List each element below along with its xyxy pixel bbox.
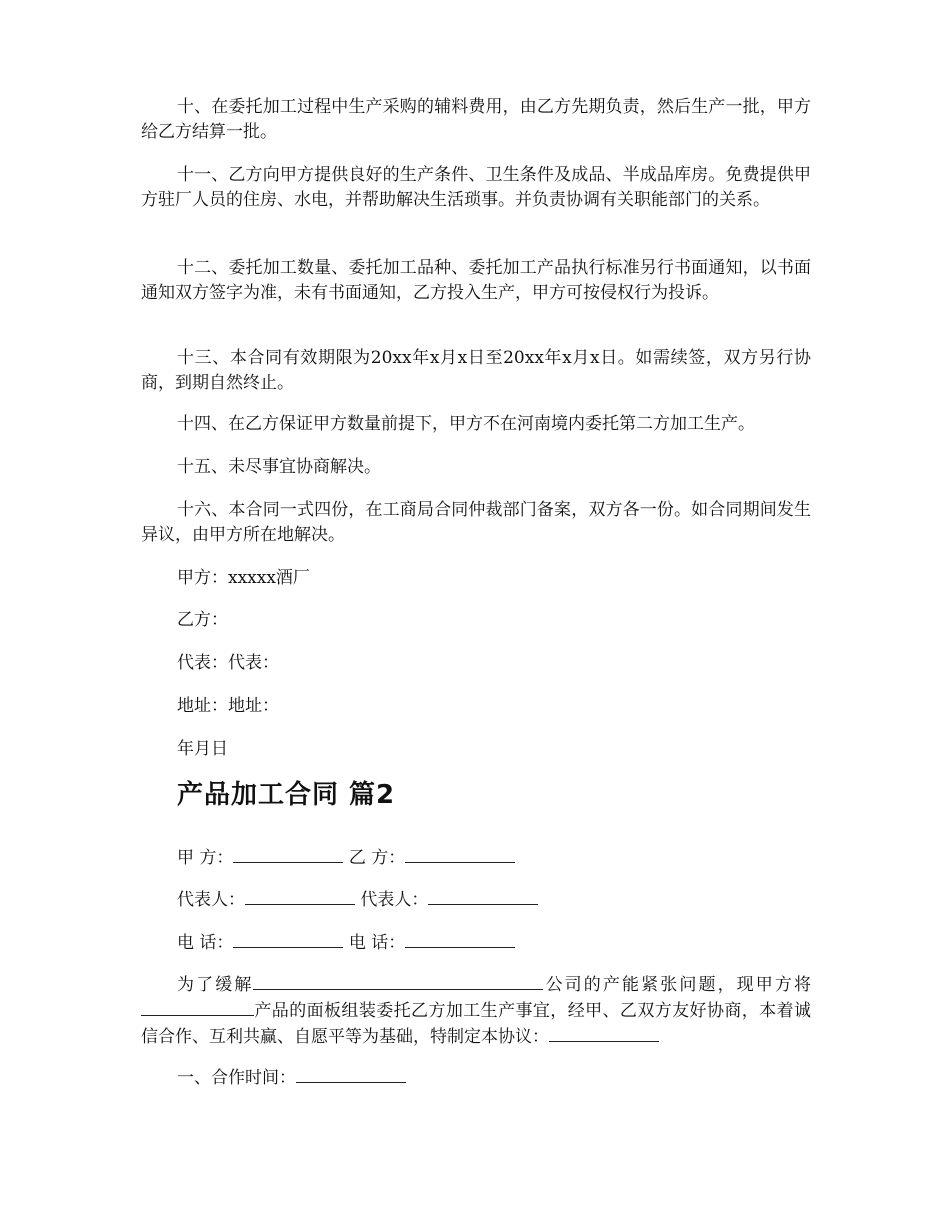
clause-15: 十五、未尽事宜协商解决。	[177, 457, 381, 477]
item-1-blank	[296, 1065, 406, 1083]
parties-row	[177, 845, 515, 871]
clause-14: 十四、在乙方保证甲方数量前提下，甲方不在河南境内委托第二方加工生产。	[177, 414, 755, 434]
party-a-blank	[233, 845, 343, 863]
party-a-label: 甲 方：	[177, 848, 234, 868]
phones-row	[177, 930, 515, 956]
representative-line: 代表：代表：	[177, 653, 279, 673]
intro-text-2: 公司的产能紧张问题，现甲方将	[543, 975, 812, 995]
rep-a-label: 代表人：	[177, 890, 245, 910]
section-title: 产品加工合同 篇2	[177, 780, 396, 810]
tel-a-label: 电 话：	[177, 933, 234, 953]
item-1-row	[177, 1065, 406, 1091]
date-line: 年月日	[177, 739, 228, 759]
product-blank	[141, 998, 254, 1016]
company-blank	[253, 972, 543, 990]
clause-10: 十、在委托加工过程中生产采购的辅料费用，由乙方先期负责，然后生产一批，甲方给乙方结算一批。	[141, 97, 811, 142]
rep-a-blank	[245, 887, 355, 905]
representatives-row	[177, 887, 538, 913]
party-b-signature: 乙方：	[177, 610, 228, 630]
tel-a-blank	[233, 930, 343, 948]
clause-16: 十六、本合同一式四份，在工商局合同仲裁部门备案，双方各一份。如合同期间发生异议，由甲方所在地解决。	[141, 500, 811, 545]
intro-paragraph	[141, 972, 811, 1050]
item-1-label: 一、合作时间：	[177, 1068, 296, 1088]
tel-b-label: 电 话：	[348, 933, 406, 953]
intro-end-blank	[549, 1024, 659, 1042]
intro-text-1: 为了缓解	[177, 975, 254, 995]
party-a-signature: 甲方：xxxxx酒厂	[177, 568, 310, 588]
clause-12: 十二、委托加工数量、委托加工品种、委托加工产品执行标准另行书面通知，以书面通知双方签字为准，未有书面通知，乙方投入生产，甲方可按侵权行为投诉。	[141, 258, 811, 303]
clause-11: 十一、乙方向甲方提供良好的生产条件、卫生条件及成品、半成品库房。免费提供甲方驻厂人员的住房、水电，并帮助解决生活琐事。并负责协调有关职能部门的关系。	[141, 165, 811, 210]
party-b-blank	[405, 845, 515, 863]
party-b-label: 乙 方：	[348, 848, 406, 868]
tel-b-blank	[405, 930, 515, 948]
intro-text-3: 产品的面板组装委托乙方加工生产事宜，经甲、乙双方友好协商，本着诚信合作、互利共赢、自愿平等为基础，特制定本协议：	[141, 1001, 811, 1047]
address-line: 地址：地址：	[177, 696, 279, 716]
clause-13: 十三、本合同有效期限为20xx年x月x日至20xx年x月x日。如需续签，双方另行协商，到期自然终止。	[141, 348, 811, 393]
rep-b-blank	[428, 887, 538, 905]
rep-b-label: 代表人：	[360, 890, 429, 910]
